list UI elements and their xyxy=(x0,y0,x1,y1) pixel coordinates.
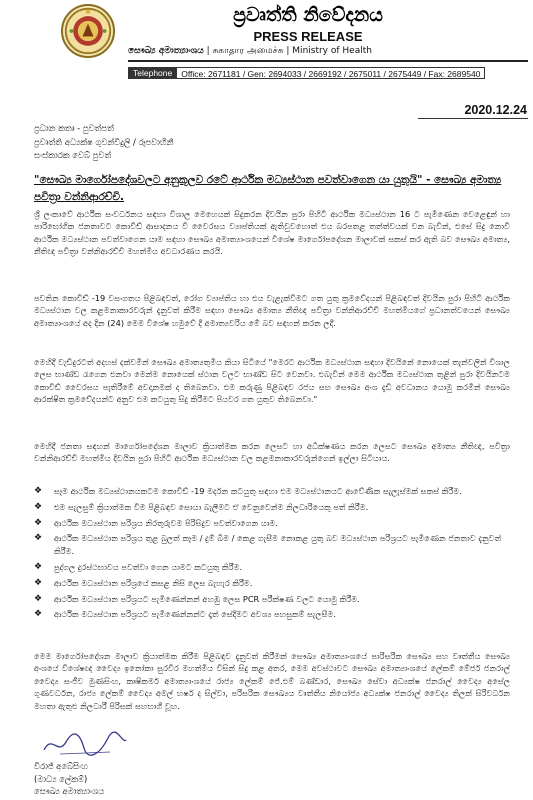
headline-text: "සෞඛ්‍ය මාර්ගෝපදේශවලට අනුකූලව රටේ ආර්ථික මධ්‍යස්ථාන පවත්වාගෙන යා යුතුයි" - සෞඛ්‍ය අමාත්‍ය පවිත්‍රා වන්නිආරච්චි. xyxy=(34,174,502,203)
headline xyxy=(34,172,510,206)
bullet-diamond-icon: ❖ xyxy=(34,561,43,572)
press-release-header xyxy=(0,0,533,95)
bullet-diamond-icon: ❖ xyxy=(34,501,43,512)
bullet-diamond-icon: ❖ xyxy=(34,593,43,604)
body-paragraph-5: මෙම මාර්ගෝපදේශන මාලාව ක්‍රියාත්මක කිරීම පිළිබඳව දැනුවත් කිරීමක් සෞඛ්‍ය අමාත්‍යාංශයේ පාරිසරික සෞඛ්‍ය සහ වෘත්තීය සෞඛ්‍ය අංශයේ විශේෂඥ වෛද්‍ය ඉනෝකා සුරවීර මහත්මිය විසින් සිදු කළ අතර, මෙම අවස්ථාවට සෞඛ්‍ය අමාත්‍යාංශයේ ලේකම් මේජර් ජනරාල් වෛද්‍ය සංජීව මුණසිංහ, කෘෂිකර්ම අමාත්‍යාංශයේ රාජ්‍ය ලේකම් ජේ.එම් බණ්ඩාර, සෞඛ්‍ය සේවා අධ්‍යක්ෂ ජනරාල් වෛද්‍ය අසේල ගුණවර්ධන, රාජ්‍ය ලේකම් වෛද්‍ය අමල් හර්ෂ ද සිල්වා, පරිසරික සෞඛ්‍යය වෘත්තීය නියෝජ්‍ය අධ්‍යක්ෂ ජනරාල් වෛද්‍ය තිලක් සිරිවර්ධන මහතා ඇතුළු නිලධාරී පිරිසක් සහභාගී වූහ. xyxy=(34,651,510,711)
list-item-text: පුද්ගල දුරස්ථභාවය පවත්වා ගෙන යාමට කටයුතු කිරීම. xyxy=(54,561,243,572)
addressee-item: සංස්කාරක වෙබ් පුවත් xyxy=(34,150,112,160)
ministry-name-english: Ministry of Health xyxy=(292,46,372,56)
list-item-text: ආර්ථික මධ්‍යස්ථාන පරිශ්‍රය නිරතුරුවම පිරිසිදුව පවත්වාගෙන යාම. xyxy=(54,517,278,528)
list-item xyxy=(34,501,510,514)
ministry-name-sinhala: සෞඛ්‍ය අමාත්‍යාංශය xyxy=(128,46,204,56)
telephone-numbers: Office: 2671181 / Gen: 2694033 / 2669192 / 2675011 / 2675449 / Fax: 2689540 xyxy=(177,67,485,79)
press-release-title-english: PRESS RELEASE xyxy=(253,29,363,44)
ministry-name-tamil: சுகாதார அமைச்சு xyxy=(212,46,284,56)
list-item-text: ආර්ථික මධ්‍යස්ථාන පරිශ්‍රයට පැමිණෙන්නන් අහඹු ලෙස PCR පරීක්ෂණ වලට යොමු කිරීම. xyxy=(54,593,360,604)
guideline-bullet-list xyxy=(34,485,510,624)
government-emblem-icon xyxy=(61,4,115,58)
contact-row xyxy=(128,67,485,79)
list-item-text: එම සැලසුම් ක්‍රියාත්මක වීම පිළිබඳව සොයා බැලීමට ඒ වෙනුවෙන්ම නිලධාරියෙකු පත් කිරීම. xyxy=(54,501,369,512)
ministry-name-line xyxy=(128,46,528,62)
ministry-separator: | xyxy=(206,46,213,56)
list-item xyxy=(34,517,510,530)
addressee-item: ප්‍රධාන කතෘ - පුවත්පත් xyxy=(34,123,114,133)
list-item-text: ආර්ථික මධ්‍යස්ථාන පරිශ්‍රය තුළ බුලත් කෑම / දුම් බීම / කෙළ ගැසීම නොකළ යුතු බව මධ්‍යස්ථාන පරිශ්‍රයට පැමිණෙන ජනතාව දැනුවත් කිරීම. xyxy=(54,533,502,557)
list-item-text: සෑම ආර්ථික මධ්‍යස්ථානයකටම කොවිඩ් -19 මර්දන කටයුතු සඳහා එම මධ්‍යස්ථානයට ආවේණික සැලැස්මක් සකස් කිරීම. xyxy=(54,486,462,496)
addressee-list xyxy=(34,122,173,163)
date-underline xyxy=(418,118,528,119)
body-paragraph-3: මෙහිදී වැඩිදුරටත් අදහස් දක්වමින් සෞඛ්‍ය අමාත්‍යතුමිය කියා සිටියේ "මෙරට ආර්ථික මධ්‍යස්ථාන සඳහා දිවයිනේ නොයෙක් තැන්වලින් විශාල ලෙස භාණ්ඩ රැගෙන එනවා මෙන්ම නොයෙක් ස්ථාන වලට භාණ්ඩ සිට වෙනවා. එබැවින් මෙම ආර්ථික මධ්‍යස්ථාන තුළින් පුරා දිවයිනටම කොවිඩ් වෛරසය පැතිරීමේ අවදානමක් ද තිබෙනවා. එම කරුණු පිළිබඳව රජය සහ සෞඛ්‍ය අංශ දැඩි අවධානය යොමු කරමින් සෞඛ්‍ය ආරක්ෂිත ක්‍රමවේදයන්ට අනුව එම කටයුතු සිදු කිරීමට පියවර ගත යුතුව තිබෙනවා." xyxy=(34,357,510,405)
bullet-diamond-icon: ❖ xyxy=(34,486,43,496)
release-date: 2020.12.24 xyxy=(464,103,527,117)
list-item xyxy=(34,608,510,621)
signatory-name: විරාජ් අබේසිංහ xyxy=(34,761,88,771)
ministry-separator: | xyxy=(286,46,293,56)
telephone-label: Telephone xyxy=(128,67,177,79)
list-item xyxy=(34,577,510,590)
signatory-title: (මාධ්‍ය ලේකම්) xyxy=(34,773,88,784)
bullet-diamond-icon: ❖ xyxy=(34,577,43,588)
signature-block xyxy=(34,760,104,798)
body-paragraph-2: පවතින කොවිඩ් -19 වසංගතය පිළිබඳවත්, රෝග ව්‍යාප්තිය හා එය වැළැක්වීමට ගත යුතු ක්‍රමවේදයන් පිළිබඳවත් දිවයින පුරා පිහිටි ආර්ථික මධ්‍යස්ථාන වල කළමනාකාරවරුන් දැනුවත් කිරීම සඳහා සෞඛ්‍ය අමාත්‍ය නීතිඥ පවිත්‍රා වන්නිආරච්චි මහත්මියගේ ප්‍රධානත්වයෙන් සෞඛ්‍ය අමාත්‍යාංශයේ අද දින (24) මෙම විශේෂ හමුවේ දී අමාත්‍යවරිය මේ බව සඳහන් කරන ලදී. xyxy=(34,293,510,328)
list-item xyxy=(34,593,510,606)
list-item-text: ආර්ථික මධ්‍යස්ථාන පරිශ්‍රයේ කසළ නිසි ලෙස බැහැර කිරීම. xyxy=(54,577,253,588)
bullet-diamond-icon: ❖ xyxy=(34,517,43,528)
bullet-diamond-icon: ❖ xyxy=(34,533,43,544)
addressee-item: ප්‍රවෘත්ති අධ්‍යක්ෂ ගුවන්විදුලි / රූපවාහිනී xyxy=(34,136,174,147)
bullet-diamond-icon: ❖ xyxy=(34,609,43,620)
handwritten-signature xyxy=(40,730,130,758)
list-item-text: ආර්ථික මධ්‍යස්ථාන පරිශ්‍රයට පැමිණෙන්නන්ට දෑත් සේදීමට අවශ්‍ය පහසුකම් සැලසීම. xyxy=(54,609,336,620)
list-item xyxy=(34,485,510,498)
press-release-title-sinhala: ප්‍රවෘත්ති නිවේදනය xyxy=(233,4,383,26)
body-paragraph-1: ශ්‍රී ලංකාවේ ආර්ථික සංවර්ධනය සඳහා විශාල මෙහෙයක් සිදුකරන දිවයින පුරා පිහිටි ආර්ථික මධ්‍යස්ථාන 16 ට පැමිණෙන වෙළෙඳුන් හා පාරිභෝගික ජනතාවට කොවිඩ් ආසාදනය වී වෛරසය ව්‍යාප්තියක් ඇතිවුවහොත් එය බරපතළ තත්ත්වයක් වන බැවින්, එසේ සිදු නොවී ආර්ථික මධ්‍යස්ථාන පවත්වාගෙන යාම සඳහා සෞඛ්‍ය අමාත්‍යාංශයෙන් විශේෂ මාර්ගෝපදේශන මාලාවක් සකස් කර ඇති බව සෞඛ්‍ය අමාත්‍ය, නීතිඥ පවිත්‍රා වන්නිආරච්චි මහත්මිය අවධාරණය කරයි. xyxy=(34,209,510,257)
list-item xyxy=(34,532,510,558)
body-paragraph-4: මෙහිදී ජනතා සඳහන් මාර්ගෝපදේශන මාලාව ක්‍රියාත්මක කරන ලෙසට හා අධීක්ෂණය කරන ලෙසට සෞඛ්‍ය අමාත්‍ය නීතිඥ, පවිත්‍රා වන්නිආරච්චි මහත්මිය දිවයින පුරා පිහිටි ආර්ථික මධ්‍යස්ථාන වල කළමනාකාරවරුන්ගෙන් ඉල්ලා සිටියාය. xyxy=(34,441,510,464)
list-item xyxy=(34,561,510,574)
signatory-organization: සෞඛ්‍ය අමාත්‍යාංශය xyxy=(34,786,105,796)
